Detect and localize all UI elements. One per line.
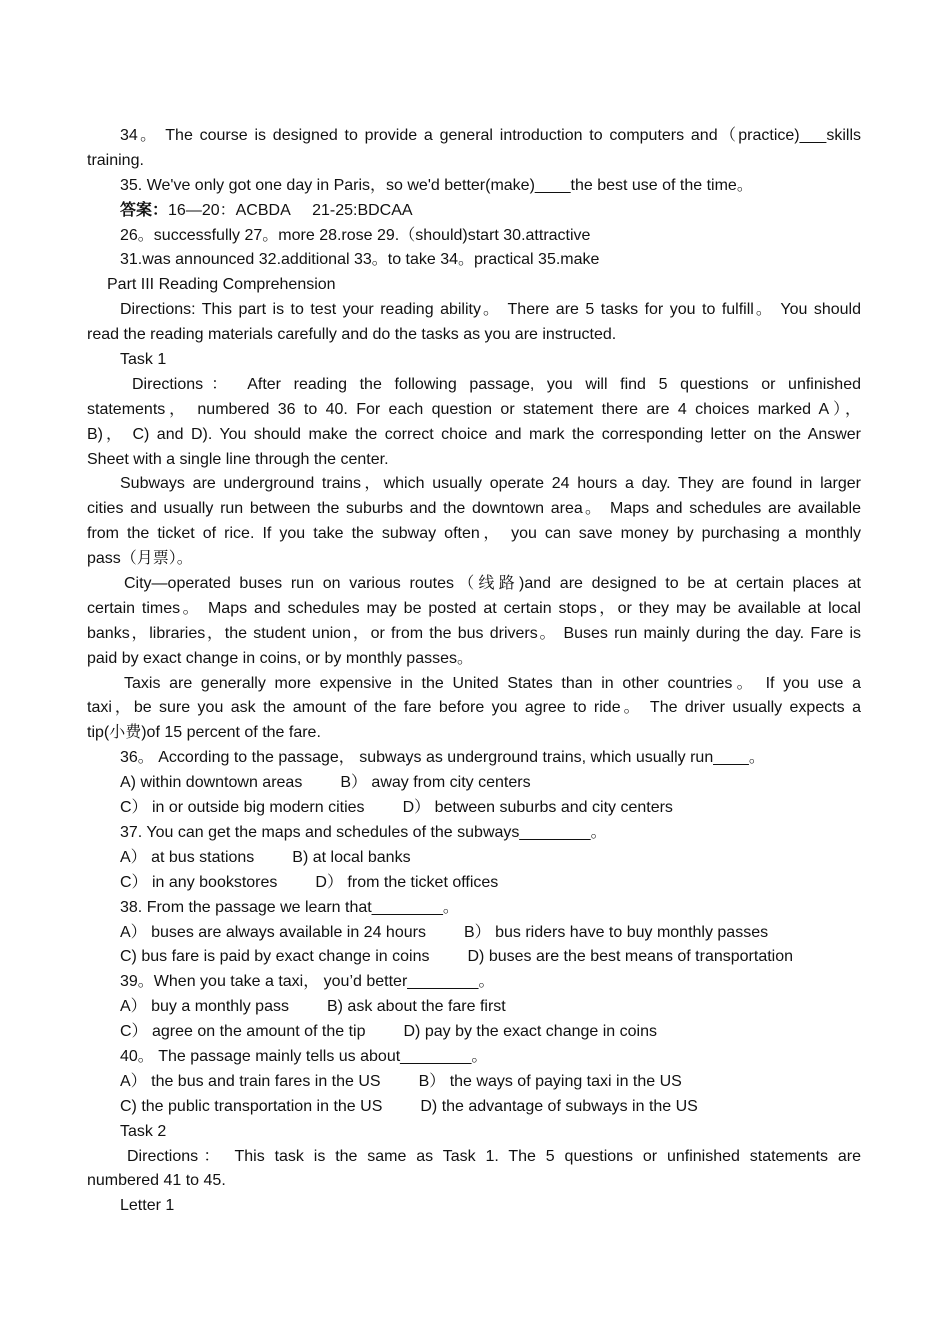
q40-options-row-1 [87,1070,861,1095]
q40-option-b: B） the ways of paying taxi in the US [418,1072,682,1090]
q37-option-a: A） at bus stations [120,848,255,866]
q36-stem: 36。 According to the passage， subways as underground trains, which usually run____。 [120,749,765,767]
q38-option-a: A） buses are always available in 24 hours [120,923,426,941]
q39-option-b: B) ask about the fare first [326,998,506,1016]
q39-options-row-2 [87,1020,861,1045]
part3-title: Part III Reading Comprehension [107,276,336,294]
para2-line-4: paid by exact change in coins, or by monthly passes。 [87,649,473,667]
q39-option-a: A） buy a monthly pass [120,998,289,1016]
q37-option-c: C） in any bookstores [120,873,278,891]
para1-line-4: pass（月票）。 [87,550,193,568]
task1-directions-4: Sheet with a single line through the center. [87,450,389,468]
para2-line-1: City—operated buses run on various routes（线路)and are designed to be at certain places at [124,575,861,593]
task2-directions-1: Directions： This task is the same as Task 1. The 5 questions or unfinished statements are [127,1147,861,1165]
para2-line-3: banks，libraries，the student union，or from the bus drivers。 Buses run mainly during the day. Fare is [87,624,861,642]
q34-line-2: training. [87,151,144,169]
answer-key-line [87,199,861,224]
q37-options-row-2 [87,871,861,896]
q40-option-a: A） the bus and train fares in the US [120,1072,381,1090]
answer-label: 答案： [120,201,169,219]
para2-line-2: certain times。 Maps and schedules may be posted at certain stops，or they may be available at local [87,599,861,617]
q38-option-c: C) bus fare is paid by exact change in coins [120,948,430,966]
task1-title: Task 1 [120,351,167,369]
q40-option-c: C) the public transportation in the US [120,1097,383,1115]
task1-directions-3: B)， C) and D). You should make the correct choice and mark the corresponding letter on the Answer [87,425,861,443]
q37-stem: 37. You can get the maps and schedules of the subways________。 [120,823,607,841]
para1-line-2: cities and usually run between the suburbs and the downtown area。 Maps and schedules are available [87,500,861,518]
q39-option-c: C） agree on the amount of the tip [120,1023,366,1041]
task1-directions-2: statements， numbered 36 to 40. For each question or statement there are 4 choices marked A）， [87,400,861,418]
para1-line-1: Subways are underground trains，which usually operate 24 hours a day. They are found in larger [120,475,861,493]
q37-option-d: D） from the ticket offices [315,873,499,891]
q38-option-b: B） bus riders have to buy monthly passes [463,923,769,941]
part3-directions-2: read the reading materials carefully and do the tasks as you are instructed. [87,326,617,344]
q36-option-d: D） between suburbs and city centers [402,799,673,817]
q35-line: 35. We've only got one day in Paris，so we'd better(make)____the best use of the time。 [120,176,753,194]
task1-directions-1: Directions： After reading the following passage, you will find 5 questions or unfinished [132,375,861,393]
para1-line-3: from the ticket of rice. If you take the subway often， you can save money by purchasing a monthly [87,525,861,543]
q40-stem: 40。 The passage mainly tells us about________。 [120,1047,488,1065]
q37-option-b: B) at local banks [292,848,411,866]
q37-options-row-1 [87,846,861,871]
answer-row-1: 26。successfully 27。more 28.rose 29.（should)start 30.attractive [120,226,591,244]
q38-stem: 38. From the passage we learn that________。 [120,898,459,916]
q36-options-row-1 [87,771,861,796]
task2-title: Task 2 [120,1122,167,1140]
letter-title: Letter 1 [120,1197,175,1215]
q40-options-row-2 [87,1095,861,1120]
para3-line-3: tip(小费)of 15 percent of the fare. [87,724,321,742]
q40-option-d: D) the advantage of subways in the US [420,1097,698,1115]
para3-line-2: taxi，be sure you ask the amount of the fare before you agree to ride。 The driver usually expects a [87,699,861,717]
para3-line-1: Taxis are generally more expensive in the United States than in other countries。 If you use a [124,674,861,692]
q38-option-d: D) buses are the best means of transportation [467,948,794,966]
q38-options-row-1 [87,921,861,946]
task2-directions-2: numbered 41 to 45. [87,1172,226,1190]
part3-directions-1: Directions: This part is to test your reading ability。 There are 5 tasks for you to fulfill。 You should [120,301,861,319]
q39-stem: 39。When you take a taxi， you’d better________。 [120,973,495,991]
answer-row-2: 31.was announced 32.additional 33。to take 34。practical 35.make [120,251,600,269]
q39-options-row-1 [87,995,861,1020]
q36-option-b: B） away from city centers [340,774,531,792]
page-content [87,124,861,1219]
answer-keys: 16—20：ACBDA 21-25:BDCAA [168,201,413,219]
q38-options-row-2 [87,945,861,970]
q34-line-1: 34。 The course is designed to provide a general introduction to computers and（practice)___skills [120,127,861,144]
q39-option-d: D) pay by the exact change in coins [403,1023,657,1041]
q36-options-row-2 [87,796,861,821]
q36-option-c: C） in or outside big modern cities [120,799,365,817]
q36-option-a: A) within downtown areas [120,774,303,792]
